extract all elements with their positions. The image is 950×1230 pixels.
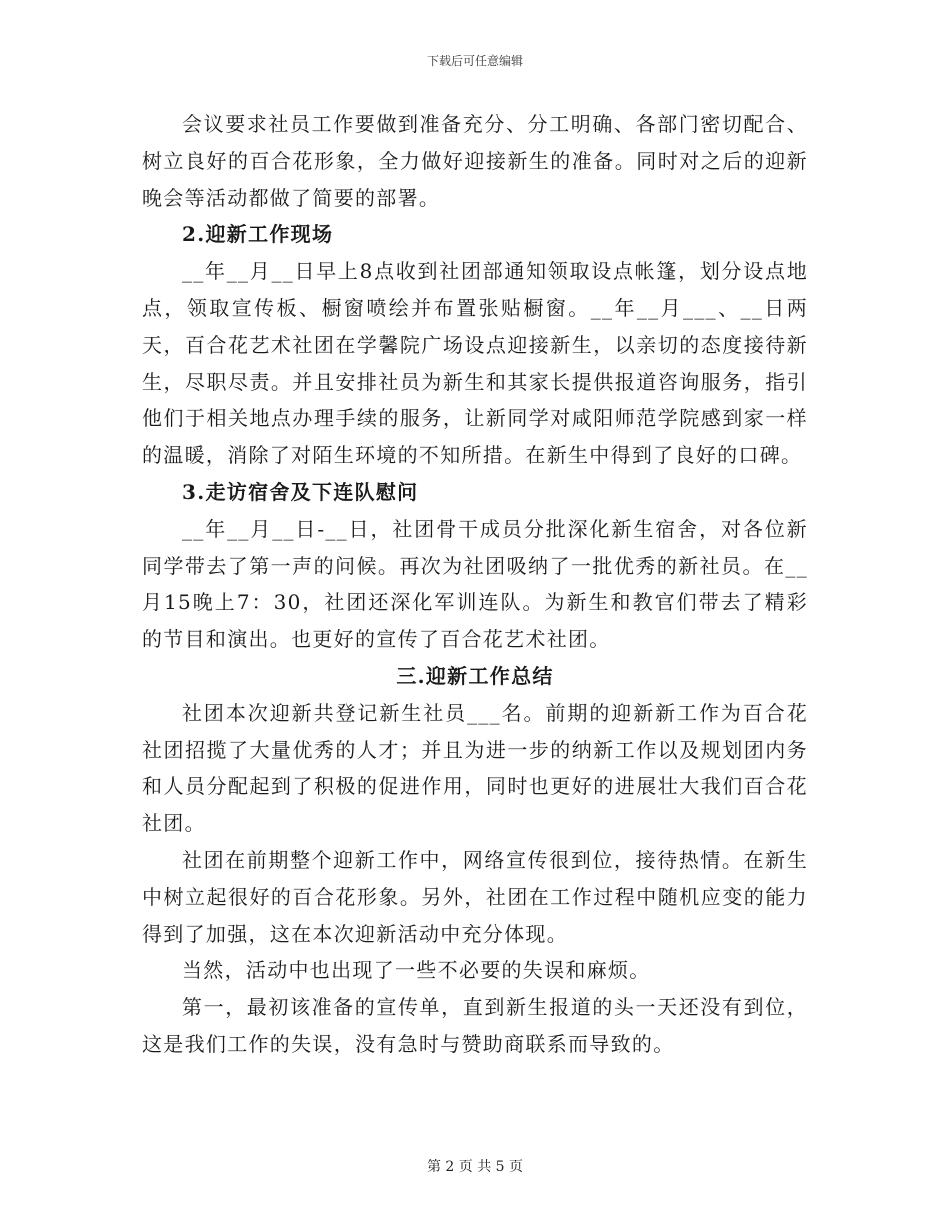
heading-welcome-site: 2.迎新工作现场: [182, 222, 334, 247]
page-header-note: 下载后可任意编辑: [426, 54, 523, 68]
paragraph-meeting-requirements: 会议要求社员工作要做到准备充分、分工明确、各部门密切配合、树立良好的百合花形象，全力做好迎接新生的准备。同时对之后的迎新晚会等活动都做了简要的部署。: [142, 112, 808, 210]
page-number: 第 2 页 共 5 页: [426, 1159, 524, 1175]
paragraph-first-mistake: 第一，最初该准备的宣传单，直到新生报道的头一天还没有到位，这是我们工作的失误，没有急时与赞助商联系而导致的。: [142, 995, 808, 1056]
paragraph-dorm-visit: __年__月__日-__日，社团骨干成员分批深化新生宿舍，对各位新同学带去了第一声的问候。再次为社团吸纳了一批优秀的新社员。在__月15晚上7：30，社团还深化军训连队。为新生和教官们带去了精彩的节目和演出。也更好的宣传了百合花艺术社团。: [142, 516, 808, 652]
document-body: [142, 106, 808, 1063]
heading-dorm-visit: 3.走访宿舍及下连队慰问: [182, 479, 419, 504]
paragraph-summary-registration: 社团本次迎新共登记新生社员___名。前期的迎新新工作为百合花社团招揽了大量优秀的人才；并且为进一步的纳新工作以及规划团内务和人员分配起到了积极的促进作用，同时也更好的进展壮大我们百合花社团。: [142, 700, 808, 836]
paragraph-welcome-site: __年__月__日早上8点收到社团部通知领取设点帐篷，划分设点地点，领取宣传板、橱窗喷绘并布置张贴橱窗。__年__月___、__日两天，百合花艺术社团在学馨院广场设点迎接新生，以亲切的态度接待新生，尽职尽责。并且安排社员为新生和其家长提供报道咨询服务，指引他们于相关地点办理手续的服务，让新同学对咸阳师范学院感到家一样的温暖，消除了对陌生环境的不知所措。在新生中得到了良好的口碑。: [142, 259, 808, 468]
paragraph-summary-performance: 社团在前期整个迎新工作中，网络宣传很到位，接待热情。在新生中树立起很好的百合花形象。另外，社团在工作过程中随机应变的能力得到了加强，这在本次迎新活动中充分体现。: [142, 847, 808, 946]
heading-welcome-summary: 三.迎新工作总结: [396, 663, 554, 688]
paragraph-mistakes-intro: 当然，活动中也出现了一些不必要的失误和麻烦。: [182, 958, 651, 983]
